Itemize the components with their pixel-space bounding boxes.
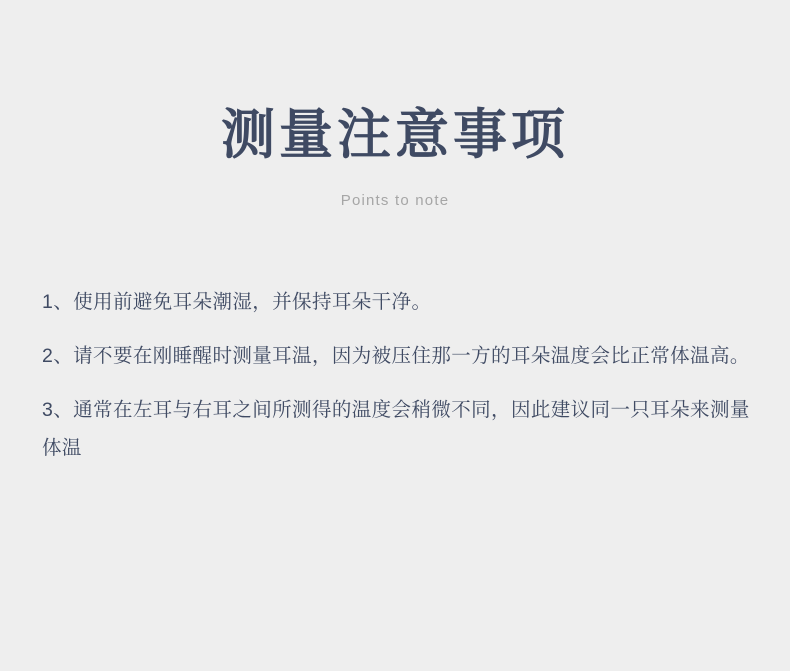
list-item: 2、请不要在刚睡醒时测量耳温，因为被压住那一方的耳朵温度会比正常体温高。 (42, 345, 750, 368)
list-item: 1、使用前避免耳朵潮湿，并保持耳朵干净。 (42, 291, 432, 314)
page-title: 测量注意事项 (221, 105, 569, 165)
list-item: 3、通常在左耳与右耳之间所测得的温度会稍微不同，因此建议同一只耳朵来测量体温 (42, 399, 750, 460)
notes-list (0, 283, 790, 467)
header-block (0, 0, 790, 209)
page-subtitle: Points to note (340, 192, 450, 210)
